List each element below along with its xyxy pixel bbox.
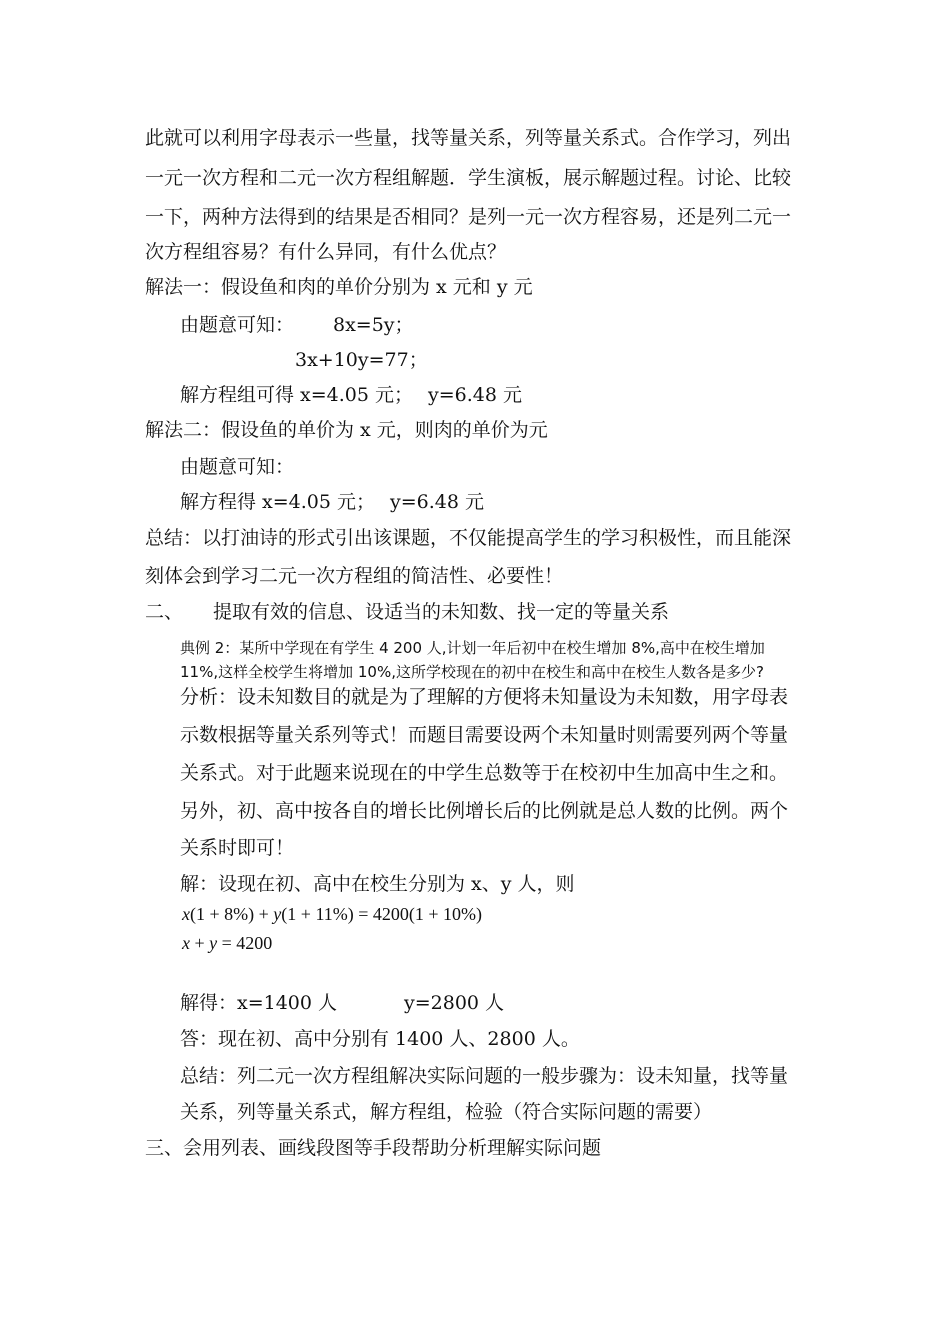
analysis-line-1: 分析：设未知数目的就是为了理解的方便将未知量设为未知数，用字母表 — [180, 686, 789, 708]
summary2-line-1: 总结：列二元一次方程组解决实际问题的一般步骤为：设未知量，找等量 — [180, 1065, 789, 1087]
equation-a-y: y — [273, 904, 282, 924]
equation-b-x: x — [182, 933, 190, 953]
section2-number: 二、 — [145, 601, 184, 623]
equation-b-plus: + — [190, 933, 210, 953]
analysis-line-5: 关系时即可！ — [180, 837, 295, 859]
method2-condition-label: 由题意可知： — [180, 456, 295, 478]
summary1-line-1: 总结：以打油诗的形式引出该课题，不仅能提高学生的学习积极性，而且能深 — [145, 527, 792, 549]
result-x: 解得：x=1400 人 — [180, 992, 338, 1014]
solution-setup: 解：设现在初、高中在校生分别为 x、y 人，则 — [180, 873, 575, 895]
equation-a-x: x — [182, 904, 190, 924]
example2-line-2: 11%,这样全校学生将增加 10%,这所学校现在的初中在校生和高中在校生人数各是多少? — [180, 663, 764, 681]
answer: 答：现在初、高中分别有 1400 人、2800 人。 — [180, 1028, 580, 1050]
example2-line-1: 典例 2：某所中学现在有学生 4 200 人,计划一年后初中在校生增加 8%,高中在校生增加 — [180, 639, 765, 657]
equation-b — [182, 931, 272, 955]
method2-solution-y: y=6.48 元 — [390, 491, 484, 513]
method2-heading: 解法二：假设鱼的单价为 x 元，则肉的单价为元 — [145, 419, 548, 441]
intro-line-3: 一下，两种方法得到的结果是否相同？是列一元一次方程容易，还是列二元一 — [145, 206, 792, 228]
method1-equation-2: 3x+10y=77； — [295, 349, 428, 371]
result-y: y=2800 人 — [404, 992, 505, 1014]
analysis-line-2: 示数根据等量关系列等式！而题目需要设两个未知量时则需要列两个等量 — [180, 724, 789, 746]
analysis-line-4: 另外，初、高中按各自的增长比例增长后的比例就是总人数的比例。两个 — [180, 800, 789, 822]
method1-equation-1: 8x=5y； — [333, 314, 414, 336]
section3-title: 三、会用列表、画线段图等手段帮助分析理解实际问题 — [145, 1137, 602, 1159]
equation-b-y: y — [209, 933, 218, 953]
intro-line-1: 此就可以利用字母表示一些量，找等量关系，列等量关系式。合作学习，列出 — [145, 127, 792, 149]
equation-a-part-2: (1 + 11%) = 4200(1 + 10%) — [281, 904, 483, 924]
equation-a — [182, 902, 482, 926]
method1-solution-x: 解方程组可得 x=4.05 元； — [180, 384, 414, 406]
analysis-line-3: 关系式。对于此题来说现在的中学生总数等于在校初中生加高中生之和。 — [180, 762, 789, 784]
equation-b-rhs: = 4200 — [217, 933, 273, 953]
method1-heading: 解法一：假设鱼和肉的单价分别为 x 元和 y 元 — [145, 276, 533, 298]
summary1-line-2: 刻体会到学习二元一次方程组的简洁性、必要性！ — [145, 565, 564, 587]
section2-title: 提取有效的信息、设适当的未知数、找一定的等量关系 — [213, 601, 670, 623]
summary2-line-2: 关系，列等量关系式，解方程组，检验（符合实际问题的需要） — [180, 1101, 713, 1123]
method2-solution-x: 解方程得 x=4.05 元； — [180, 491, 376, 513]
method1-condition-label: 由题意可知： — [180, 314, 295, 336]
equation-a-part-1: (1 + 8%) + — [190, 904, 274, 924]
method1-solution-y: y=6.48 元 — [428, 384, 522, 406]
intro-line-4: 次方程组容易？有什么异同，有什么优点？ — [145, 241, 507, 263]
intro-line-2: 一元一次方程和二元一次方程组解题．学生演板，展示解题过程。讨论、比较 — [145, 167, 792, 189]
